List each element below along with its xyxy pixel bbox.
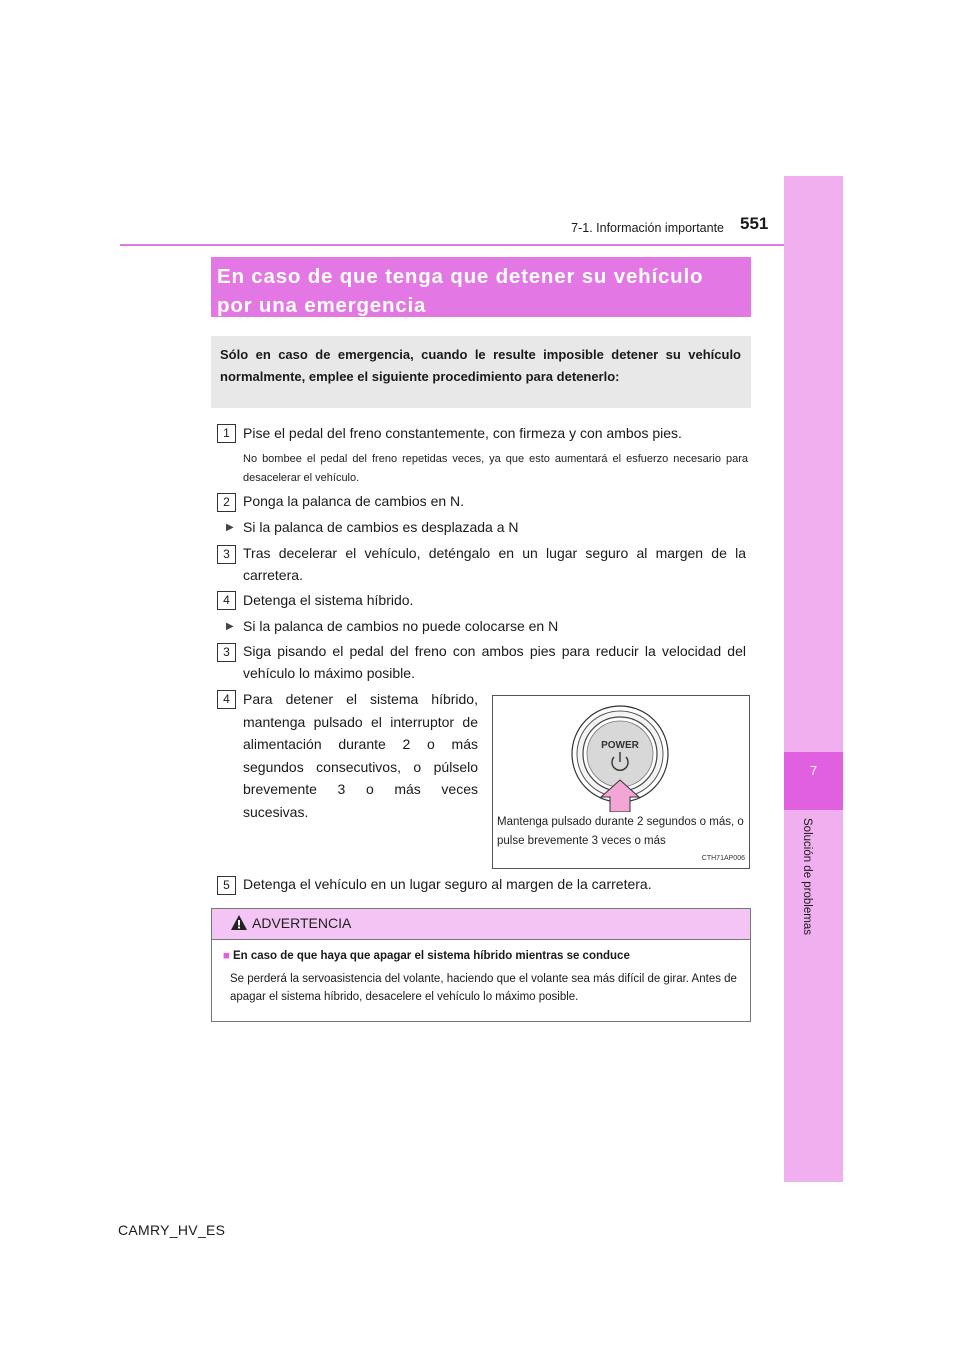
- figure-caption: Mantenga pulsado durante 2 segundos o más, o pulse brevemente 3 veces o más: [497, 816, 744, 847]
- step-text: Para detener el sistema híbrido, mantenga pulsado el interruptor de alimentación durante 2 o más segundos consecutivos, o púlselo brevemente 3 o más veces sucesivas.: [243, 691, 478, 820]
- section-title: 7-1. Información importante: [571, 221, 724, 235]
- warning-subtitle-text: En caso de que haya que apagar el sistema híbrido mientras se conduce: [232, 950, 630, 962]
- figure-code: CTH71AP006: [701, 855, 745, 862]
- warning-subtitle: [223, 950, 630, 962]
- square-bullet-icon: ■: [223, 950, 230, 962]
- warning-body: Se perderá la servoasistencia del volante, haciendo que el volante sea más difícil de girar. Antes de apagar el sistema híbrido, desacelere el vehículo lo máximo posible.: [230, 973, 737, 1003]
- step-text: Detenga el sistema híbrido.: [243, 592, 414, 608]
- step-text: Tras decelerar el vehículo, deténgalo en un lugar seguro al margen de la carretera.: [243, 545, 746, 583]
- step-text: Siga pisando el pedal del freno con ambos pies para reducir la velocidad del vehículo lo máximo posible.: [243, 643, 746, 681]
- step-number: 5: [217, 876, 236, 895]
- bullet-icon: ▶: [226, 522, 234, 533]
- step-text: Detenga el vehículo en un lugar seguro al margen de la carretera.: [243, 876, 652, 892]
- chapter-title: Solución de problemas: [801, 818, 813, 935]
- condition-text: Si la palanca de cambios es desplazada a N: [243, 519, 519, 535]
- step-number: 4: [217, 690, 236, 709]
- footer-code: CAMRY_HV_ES: [118, 1222, 226, 1238]
- warning-icon: [230, 914, 248, 931]
- step-number: 1: [217, 424, 236, 443]
- chapter-tab: [784, 752, 843, 810]
- step-number: 3: [217, 545, 236, 564]
- power-button-illustration: [493, 696, 749, 812]
- bullet-icon: ▶: [226, 621, 234, 632]
- chapter-sidebar: [784, 176, 843, 1182]
- warning-header: [212, 909, 750, 940]
- step-text: Pise el pedal del freno constantemente, con firmeza y con ambos pies.: [243, 425, 682, 441]
- warning-box: [211, 908, 751, 1022]
- warning-title: ADVERTENCIA: [252, 915, 352, 931]
- header-rule: [120, 244, 784, 246]
- page-title: En caso de que tenga que detener su vehículo por una emergencia: [211, 257, 751, 317]
- condition-text: Si la palanca de cambios no puede colocarse en N: [243, 618, 559, 634]
- step-note: No bombee el pedal del freno repetidas veces, ya que esto aumentará el esfuerzo necesario para desacelerar el vehículo.: [243, 453, 748, 484]
- chapter-number: 7: [809, 763, 818, 778]
- intro-box: Sólo en caso de emergencia, cuando le resulte imposible detener su vehículo normalmente, emplee el siguiente procedimiento para detenerlo:: [211, 336, 751, 408]
- page-number: 551: [740, 214, 769, 233]
- step-number: 4: [217, 591, 236, 610]
- step-number: 3: [217, 643, 236, 662]
- power-label: POWER: [601, 740, 639, 751]
- step-number: 2: [217, 493, 236, 512]
- power-switch-figure: [492, 695, 750, 869]
- step-text: Ponga la palanca de cambios en N.: [243, 493, 465, 509]
